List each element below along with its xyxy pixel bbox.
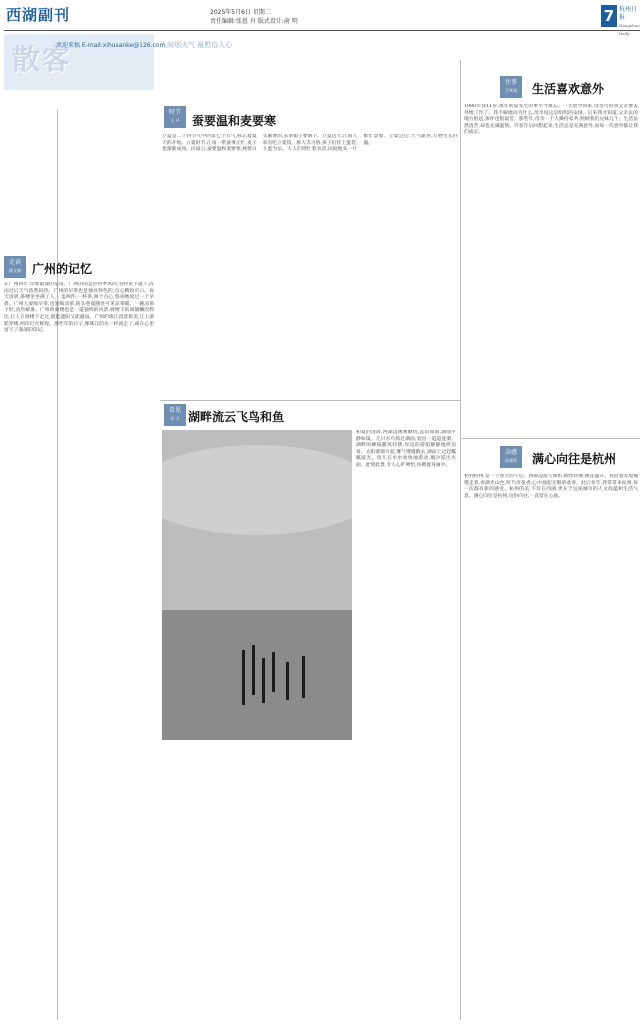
column-title: 散客 [12,43,73,76]
tag-label: 看见 [168,407,181,414]
column-slogan: 人间烟火气 最慰俗人心 [160,41,233,49]
tag-label: 时节 [168,109,181,116]
tag-label: 杂感 [504,449,517,456]
author-name: 孙 力 [170,416,180,421]
article-body: 立夏是二十四节气中的第七个节气,标志着夏天的开始。立夏时节,江南一带蚕事正忙,麦子也渐渐成熟。民谚云:蚕要温和麦要寒,秧要日头麻要雨,采茶娘子要晴干。立夏这天,江南人家有吃立夏饭、称人等习俗,孩子们挂上蛋袋,斗蛋为乐。大人们则忙着农活,田间地头一片繁忙景象。立夏过后,天气渐热,万物生长旺盛。 [162,134,458,153]
article-body: 初夏的清晨,西湖边薄雾缭绕,远山如黛,湖面平静如镜。几只水鸟掠过湖面,划出一道道涟漪。湖畔的柳枝随风轻摆,岸边的游船静静地停泊着。太阳渐渐升起,雾气慢慢散去,湖面上泛起粼粼波光。鱼儿在水中欢快地游动,偶尔跃出水面。此情此景,令人心旷神怡,仿佛置身画中。 [356,430,456,468]
submission-email: 欢迎来稿 E-mail:xihusanke@126.com [56,42,166,49]
section-tag [4,256,26,278]
author-name: 王笑英 [505,88,517,93]
article-title: 蚕要温和麦要寒 [192,114,277,128]
tag-label: 往事 [504,79,517,86]
author-name: 王 平 [170,118,180,123]
lake-photo [162,430,352,740]
article-body: 在广州四年,印象最深的是雨。广州的雨是热带季风的,有时说下就下,阵雨过后天气依然闷热。广州的早茶也是独具特色的,点心精致可口。每天清晨,茶楼里坐满了人,一盅两件,一杯茶,两个点心,悠闲地度过一个早晨。广州人爱喝早茶,也爱喝凉茶,街头巷尾随处可见凉茶铺。一碗凉茶下肚,清热解暑。广州的骑楼也是一道独特的风景,骑楼下的商铺鳞次栉比,行人在骑楼下走过,既能遮阳又能避雨。广州的珠江夜景很美,江上游船穿梭,两岸灯火辉煌。那些年的日子,像珠江的水一样流走了,却在心里留下了深深的印记。 [4,282,154,334]
article-title: 生活喜欢意外 [532,82,605,96]
masthead-title: 西湖副刊 [6,6,71,24]
issue-date: 2025年5月6日 星期二 [210,9,271,16]
section-tag [164,404,186,426]
section-divider [462,438,640,439]
section-tag [500,76,522,98]
page-number: 7 [601,5,617,27]
author-name: 顾文娟 [9,268,21,273]
lake-stakes-illustration [162,430,352,740]
editor-credits: 责任编辑:张恩 舟 版式设计:俞 明 [210,18,298,25]
article-title: 满心向往是杭州 [532,452,617,466]
tag-label: 走读 [8,259,21,266]
logo-name: 杭州日报 [619,6,638,21]
section-tag [164,106,186,128]
article-title: 湖畔流云飞鸟和鱼 [188,410,285,424]
column-divider [460,60,461,1020]
header-rule [4,30,640,31]
section-divider [160,400,460,401]
article-body: 初到杭州,是一个春天的午后。西湖边游人如织,柳丝轻拂,桃花盛开。我沿着苏堤慢慢走着,看湖光山色,听鸟语花香,心中涌起无限的欢喜。此后多年,我常常来杭州,每一次都有新的感受。杭州的美,不仅在西湖,更在于这座城市的人文底蕴和生活气息。满心向往是杭州,这份向往,一直留在心底。 [464,474,638,499]
article-title: 广州的记忆 [32,262,93,276]
logo-sub: Hangzhou Daily [619,23,640,36]
newspaper-logo [619,6,641,38]
article-body: 1980年我11岁,那年初夏发生的事至今难忘。一天放学回家,母亲告诉我父亲要去外地工作了。我不解地问为什么,母亲说这是组织的安排。后来我才知道,父亲去的地方很远,条件也很艰苦。那些年,母亲一个人操持家务,照顾我们兄妹几个。生活虽然清苦,却也充满温情。许多年后回想起来,生活总是充满意外,而每一次意外都让我们成长。 [464,104,638,136]
section-tag [500,446,522,468]
author-name: 孙建军 [505,458,517,463]
